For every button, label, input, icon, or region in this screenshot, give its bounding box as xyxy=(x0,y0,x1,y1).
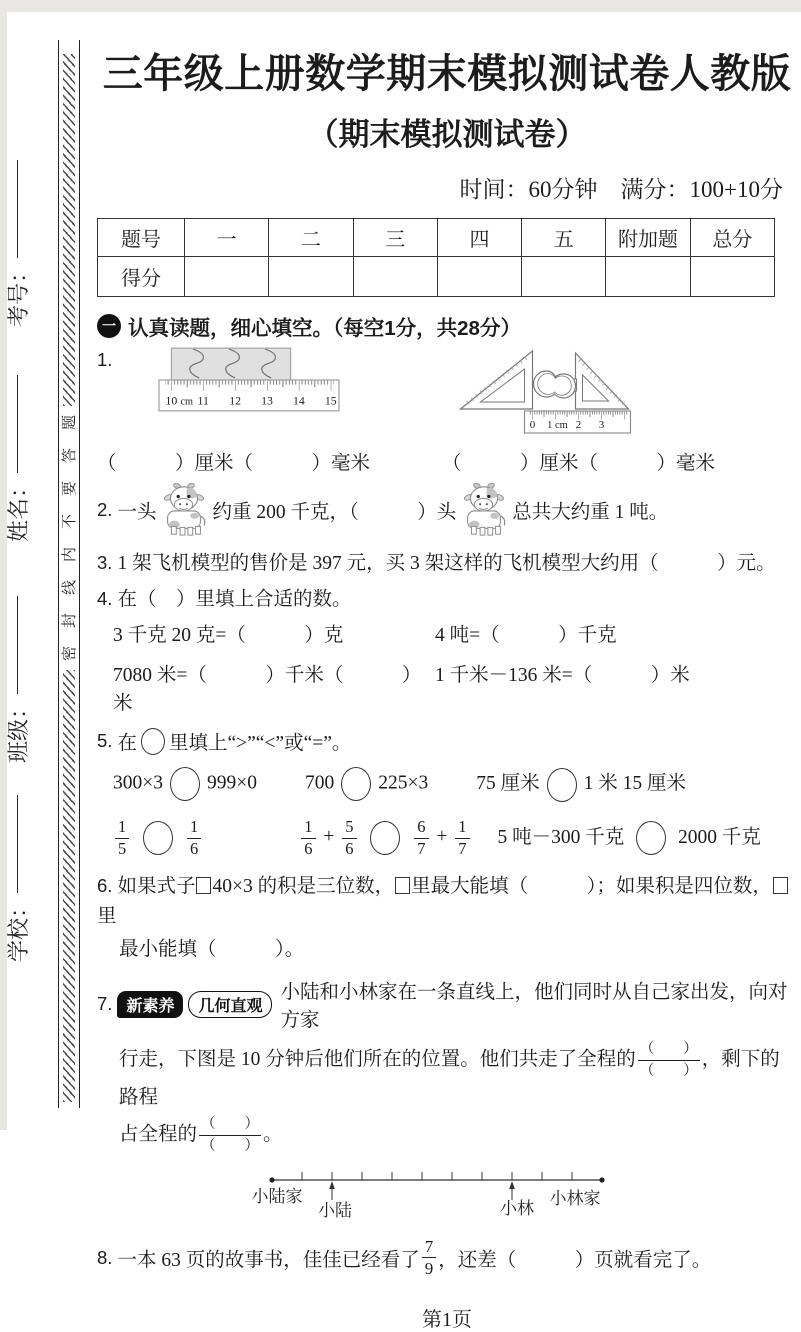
fraction-numerator: 7 xyxy=(422,1237,437,1259)
ruler2-label: 0 xyxy=(530,419,536,431)
exam-number-blank-line xyxy=(17,160,18,258)
question-8-number: 8. xyxy=(97,1246,113,1268)
ruler1-label: 10 xyxy=(165,393,178,408)
q2-text-3: 总共大约重 1 吨。 xyxy=(512,502,669,523)
fraction xyxy=(455,818,469,859)
fraction xyxy=(422,1237,437,1279)
school-field xyxy=(0,752,34,962)
fraction xyxy=(301,818,315,859)
q5-intro-prefix: 在 xyxy=(117,733,137,754)
ruler2-label: 3 xyxy=(599,419,605,431)
question-8 xyxy=(97,1237,797,1279)
q4-item: 3 千克 20 克=（ ）克 xyxy=(113,625,344,646)
q8-text: 一本 63 页的故事书，佳佳已经看了 xyxy=(117,1249,420,1271)
q6-text: 里最大能填（ ）；如果积是四位数， xyxy=(411,876,772,898)
score-cell-empty xyxy=(522,257,606,297)
page-number: 第1页 xyxy=(422,1308,472,1331)
fraction-denominator: 6 xyxy=(190,838,199,858)
fraction xyxy=(187,818,201,859)
fraction-denominator: 7 xyxy=(458,838,467,858)
score-col: 四 xyxy=(437,219,521,257)
seal-char: 答 xyxy=(62,447,79,464)
q7-line-2 xyxy=(119,1040,797,1109)
question-7-number: 7. xyxy=(97,993,113,1015)
q7-text: ，剩下的路程 xyxy=(119,1049,780,1108)
fraction-numerator: 1 xyxy=(115,818,129,839)
class-field xyxy=(0,553,34,763)
seal-char: 线 xyxy=(62,579,79,596)
fraction-numerator: 1 xyxy=(187,818,201,839)
score-col: 附加题 xyxy=(606,219,690,257)
geometric-intuition-badge: 几何直观 xyxy=(188,991,272,1018)
q5-fraction-compare xyxy=(299,818,471,859)
q5-compare-item xyxy=(113,767,257,801)
ruler-with-object-icon xyxy=(159,347,339,413)
seal-char: 不 xyxy=(62,513,79,530)
cow-icon xyxy=(456,483,512,537)
class-blank-line xyxy=(17,596,18,694)
section-one-header xyxy=(97,311,797,341)
name-blank-line xyxy=(17,375,18,473)
fraction-numerator: 1 xyxy=(455,818,469,839)
q5-right-value: 1 米 15 厘米 xyxy=(583,773,687,794)
question-1-answer-blanks xyxy=(97,447,797,475)
q5-compare-item xyxy=(305,767,428,801)
score-cell-empty xyxy=(269,257,353,297)
time-and-score-info: 时间：60分钟 满分：100+10分 xyxy=(459,177,783,202)
fraction xyxy=(414,818,428,859)
fraction-blank-numerator: （ ） xyxy=(199,1115,261,1136)
question-4-items xyxy=(113,619,797,715)
q6-text: 里 xyxy=(97,905,117,927)
ruler1-label: 14 xyxy=(293,393,306,408)
q4-item: 4 吨=（ ）千克 xyxy=(435,625,617,646)
name-field xyxy=(0,332,34,542)
q4-item: 1 千米－136 米=（ ）米 xyxy=(435,665,690,686)
question-2-number: 2. xyxy=(97,499,113,520)
score-cell-empty xyxy=(437,257,521,297)
seal-char: 封 xyxy=(62,612,79,629)
q8-text: ，还差（ ）页就看完了。 xyxy=(438,1249,712,1271)
question-5-number: 5. xyxy=(97,730,113,751)
ruler1-label: 13 xyxy=(261,393,274,408)
q7-text-line-1: 小陆和小林家在一条直线上，他们同时从自己家出发，向对方家 xyxy=(280,982,788,1032)
numberline-label-xiaolu: 小陆 xyxy=(318,1200,352,1220)
q5-right-value: 225×3 xyxy=(378,772,429,794)
exam-number-field xyxy=(0,117,34,327)
new-competency-badge: 新素养 xyxy=(117,991,183,1018)
score-table-header-row xyxy=(98,219,775,257)
score-cell-empty xyxy=(690,257,774,297)
question-2 xyxy=(97,483,797,537)
seal-char: 题 xyxy=(62,414,79,431)
numberline-label-xiaolin: 小林 xyxy=(500,1198,534,1218)
question-4-number: 4. xyxy=(97,588,113,609)
q5-left-value: 5 吨－300 千克 xyxy=(497,826,625,848)
q1-answer-right: （ ）厘米（ ）毫米 xyxy=(442,453,716,474)
q7-text: 。 xyxy=(263,1123,283,1145)
fraction-numerator: 6 xyxy=(414,818,428,839)
q4-item: 7080 米=（ ）千米（ ）米 xyxy=(113,665,422,714)
q5-compare-item xyxy=(476,767,686,802)
comparison-circle-icon xyxy=(143,821,173,855)
plus-sign: + xyxy=(323,826,335,848)
score-col-label: 题号 xyxy=(98,219,185,257)
q7-line-3 xyxy=(119,1115,797,1156)
question-3-number: 3. xyxy=(97,552,113,573)
fraction-denominator: 7 xyxy=(417,838,426,858)
q5-fraction-compare xyxy=(498,821,761,856)
school-blank-line xyxy=(17,795,18,893)
exam-paper xyxy=(97,0,797,1332)
fraction-numerator: 1 xyxy=(301,818,315,839)
score-cell-empty xyxy=(185,257,269,297)
fraction-denominator: 9 xyxy=(424,1259,434,1279)
question-5-row-2 xyxy=(113,818,797,859)
numberline-label-xiaolin-home: 小林家 xyxy=(549,1188,601,1208)
section-one-title: 认真读题，细心填空。（每空1分，共28分） xyxy=(128,317,521,340)
q7-text: 行走，下图是 10 分钟后他们所在的位置。他们共走了全程的 xyxy=(119,1049,636,1071)
seal-char: 要 xyxy=(62,480,79,497)
fraction-blank-numerator: （ ） xyxy=(638,1040,700,1061)
q4-intro-text: 在（ ）里填上合适的数。 xyxy=(117,589,352,610)
q6-line-1 xyxy=(97,872,797,931)
q6-text: 40×3 的积是三位数， xyxy=(212,876,395,898)
ruler1-label: 12 xyxy=(229,393,242,408)
score-cell-empty xyxy=(606,257,690,297)
fill-square-icon xyxy=(395,877,410,894)
q7-number-line xyxy=(251,1166,797,1231)
q5-right-value: 999×0 xyxy=(207,772,257,794)
fill-square-icon xyxy=(773,877,788,894)
numberline-label-xiaolu-home: 小陆家 xyxy=(251,1186,303,1206)
plus-sign: + xyxy=(436,826,448,848)
score-col: 一 xyxy=(185,219,269,257)
fraction-denominator: 6 xyxy=(304,838,313,858)
question-7 xyxy=(97,976,797,1032)
score-table-score-row xyxy=(98,257,775,297)
question-6-number: 6. xyxy=(97,875,113,897)
comparison-circle-icon xyxy=(636,821,666,855)
score-cell-empty xyxy=(353,257,437,297)
question-5-row-1 xyxy=(113,767,797,802)
q5-left-value: 700 xyxy=(305,772,335,794)
paper-title: 三年级上册数学期末模拟测试卷人教版 xyxy=(102,51,792,96)
seal-line-strip xyxy=(58,40,80,1108)
number-line-icon xyxy=(251,1166,697,1226)
q5-left-value: 75 厘米 xyxy=(476,773,540,794)
score-col: 总分 xyxy=(690,219,774,257)
question-1 xyxy=(97,347,797,435)
section-one-badge-icon: 一 xyxy=(97,314,121,338)
fraction-blank xyxy=(199,1115,261,1156)
fill-square-icon xyxy=(196,877,211,894)
q1-answer-left: （ ）厘米（ ）毫米 xyxy=(97,453,371,474)
fraction-denominator: 5 xyxy=(118,838,127,858)
score-col: 五 xyxy=(522,219,606,257)
comparison-circle-icon xyxy=(141,728,165,755)
comparison-circle-icon xyxy=(370,821,400,855)
fraction-numerator: 5 xyxy=(342,818,356,839)
q7-text: 占全程的 xyxy=(119,1123,198,1145)
question-1-number: 1. xyxy=(97,349,113,370)
fraction-blank-denominator: （ ） xyxy=(639,1063,698,1080)
score-row-label: 得分 xyxy=(98,257,185,297)
score-col: 二 xyxy=(269,219,353,257)
ruler1-label: 11 xyxy=(197,393,210,408)
comparison-circle-icon xyxy=(547,768,577,802)
q3-text: 1 架飞机模型的售价是 397 元，买 3 架这样的飞机模型大约用（ ）元。 xyxy=(117,553,776,574)
q2-text-2: 约重 200 千克，（ ）头 xyxy=(212,502,457,523)
cow-icon xyxy=(156,483,212,537)
fraction xyxy=(342,818,356,859)
ruler2-label: 1 cm xyxy=(547,420,569,431)
question-4 xyxy=(97,583,797,611)
score-col: 三 xyxy=(353,219,437,257)
seal-hatching xyxy=(63,670,75,1102)
ruler1-label: cm xyxy=(180,396,194,408)
question-6 xyxy=(97,872,797,964)
q5-fraction-compare xyxy=(113,818,203,859)
q6-line-2: 最小能填（ ）。 xyxy=(119,938,305,960)
ruler1-label: 15 xyxy=(325,393,338,408)
set-squares-measuring-icon xyxy=(457,347,635,435)
fraction xyxy=(115,818,129,859)
q2-text-1: 一头 xyxy=(117,502,157,523)
score-table xyxy=(97,218,775,297)
q5-intro-suffix: 里填上“>”“<”或“=”。 xyxy=(168,733,352,754)
name-label: 姓名： xyxy=(5,475,31,542)
fraction-blank-denominator: （ ） xyxy=(201,1137,260,1154)
school-label: 学校： xyxy=(5,895,31,962)
seal-char: 内 xyxy=(62,546,79,563)
seal-hatching xyxy=(63,54,75,406)
q5-left-value: 300×3 xyxy=(113,772,163,794)
fraction-blank xyxy=(638,1040,700,1081)
question-3 xyxy=(97,547,797,575)
seal-char: 密 xyxy=(62,645,79,662)
q5-right-value: 2000 千克 xyxy=(678,826,761,848)
fraction-denominator: 6 xyxy=(345,838,354,858)
paper-subtitle: （期末模拟测试卷） xyxy=(307,117,587,152)
question-5 xyxy=(97,727,797,755)
class-label: 班级： xyxy=(5,696,31,763)
exam-number-label: 考号： xyxy=(5,260,31,327)
comparison-circle-icon xyxy=(341,767,371,801)
ruler2-label: 2 xyxy=(576,419,582,431)
q6-text: 如果式子 xyxy=(117,876,196,898)
comparison-circle-icon xyxy=(170,767,200,801)
